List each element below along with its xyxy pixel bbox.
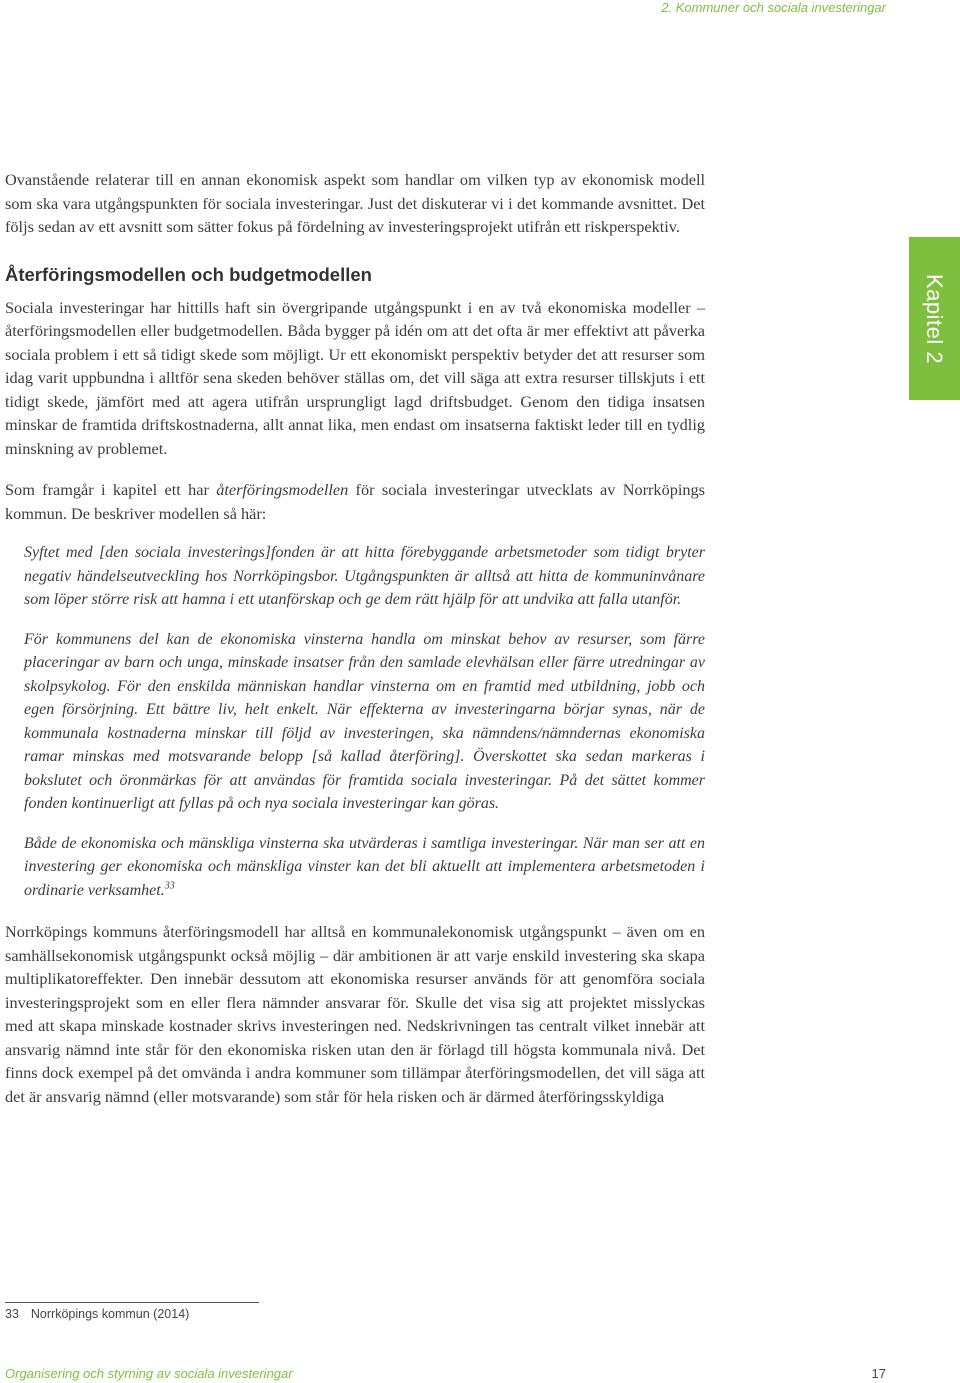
footnote-reference[interactable]: 33 [164, 880, 175, 892]
footnote-number: 33 [5, 1307, 19, 1321]
model-intro-paragraph [5, 478, 705, 525]
block-quote-1: Syftet med [den sociala investerings]fonden är att hitta förebyggande arbetsmetoder som tidigt bryter negativ händelseutveckling hos Norrköpingsbor. Utgångspunkten är alltså att hitta de kommuninvånare som löper större risk att hamna i ett utanförskap och ge dem rätt hjälp för att undvika att falla utanför. [24, 544, 705, 608]
section-heading: Återföringsmodellen och budgetmodellen [5, 263, 372, 285]
model-intro-before: Som framgår i kapitel ett har [5, 480, 217, 499]
footer-title: Organisering och styrning av sociala investeringar [5, 1366, 293, 1381]
block-quote-3-text: Både de ekonomiska och mänskliga vinsterna ska utvärderas i samtliga investeringar. När man ser att en investering ger ekonomiska och mänskliga vinster kan det bli aktuellt att implementera arbetsmetoden i ordinarie verksamhet. [24, 834, 705, 899]
footnote-text: Norrköpings kommun (2014) [30, 1307, 190, 1321]
main-content [5, 168, 705, 1108]
chapter-tab-label: Kapitel 2 [922, 273, 948, 364]
section-paragraph: Sociala investeringar har hittills haft sin övergripande utgångspunkt i en av två ekonomiska modeller – återföringsmodellen eller budgetmodellen. Båda bygger på idén om att det ofta är mer effektivt att påverka sociala problem i ett så tidigt skede som möjligt. Ur ett ekonomiskt perspektiv betyder det att resurser som idag varit uppbundna i alltför sena skeden behöver ställas om, det vill säga att extra resurser tillskjuts i ett tidigt skede, jämfört med att agera utifrån ursprungligt lagd driftsbudget. Genom den tidiga insatsen minskar de framtida driftskostnaderna, allt annat lika, men endast om insatserna faktiskt leder till en tydlig minskning av problemet. [5, 297, 705, 458]
chapter-tab [909, 237, 960, 400]
block-quote-2: För kommunens del kan de ekonomiska vinsterna handla om minskat behov av resurser, som färre placeringar av barn och unga, minskade insatser från den samlade elevhälsan eller färre utredningar av skolpsykolog. För den enskilda människan handlar vinsterna om en framtid med utbildning, jobb och egen försörjning. Ett bättre liv, helt enkelt. När effekterna av investeringarna börjar synas, när de kommunala kostnaderna minskar till följd av investeringen, ska nämndens/nämndernas ekonomiska ramar minskas med motsvarande belopp [så kallad återföring]. Överskottet ska sedan markeras i bokslutet och öronmärkas för att användas för framtida sociala investeringar. På det sättet kommer fonden kontinuerligt att fyllas på och nya sociala investeringar kan göras. [24, 630, 705, 812]
model-intro-after: för sociala investeringar utvecklats av Norrköpings kommun. De beskriver modellen så här: [5, 480, 705, 523]
closing-paragraph: Norrköpings kommuns återföringsmodell har alltså en kommunalekonomisk utgångspunkt – även om en samhällsekonomisk utgångspunkt också möjlig – där ambitionen är att varje enskild investering ska skapa multiplikatoreffekter. Den innebär dessutom att ekonomiska resurser används för att genomföra sociala investeringsprojekt som en eller flera nämnder ansvarar för. Skulle det visa sig att projektet misslyckas med att skapa minskade kostnader skrivs investeringen ned. Nedskrivningen tas centralt vilket innebär att ansvarig nämnd inte står för den ekonomiska risken utan den är förlagd till högsta kommunala nivå. Det finns dock exempel på det omvända i andra kommuner som tillämpar återföringsmodellen, det vill säga att det är ansvarig nämnd (eller motsvarande) som står för hela risken och är därmed återföringsskyldiga [5, 922, 705, 1106]
page-number: 17 [871, 1366, 886, 1381]
running-header: 2. Kommuner och sociala investeringar [661, 0, 886, 15]
footnote [5, 1307, 189, 1321]
block-quote-3 [24, 832, 705, 903]
footnote-divider [5, 1302, 259, 1303]
model-intro-emphasis: återföringsmodellen [216, 480, 349, 499]
intro-paragraph: Ovanstående relaterar till en annan ekonomisk aspekt som handlar om vilken typ av ekonomisk modell som ska vara utgångspunkten för sociala investeringar. Just det diskuterar vi i det kommande avsnittet. Det följs sedan av ett avsnitt som sätter fokus på fördelning av investeringsprojekt utifrån ett riskperspektiv. [5, 170, 705, 236]
